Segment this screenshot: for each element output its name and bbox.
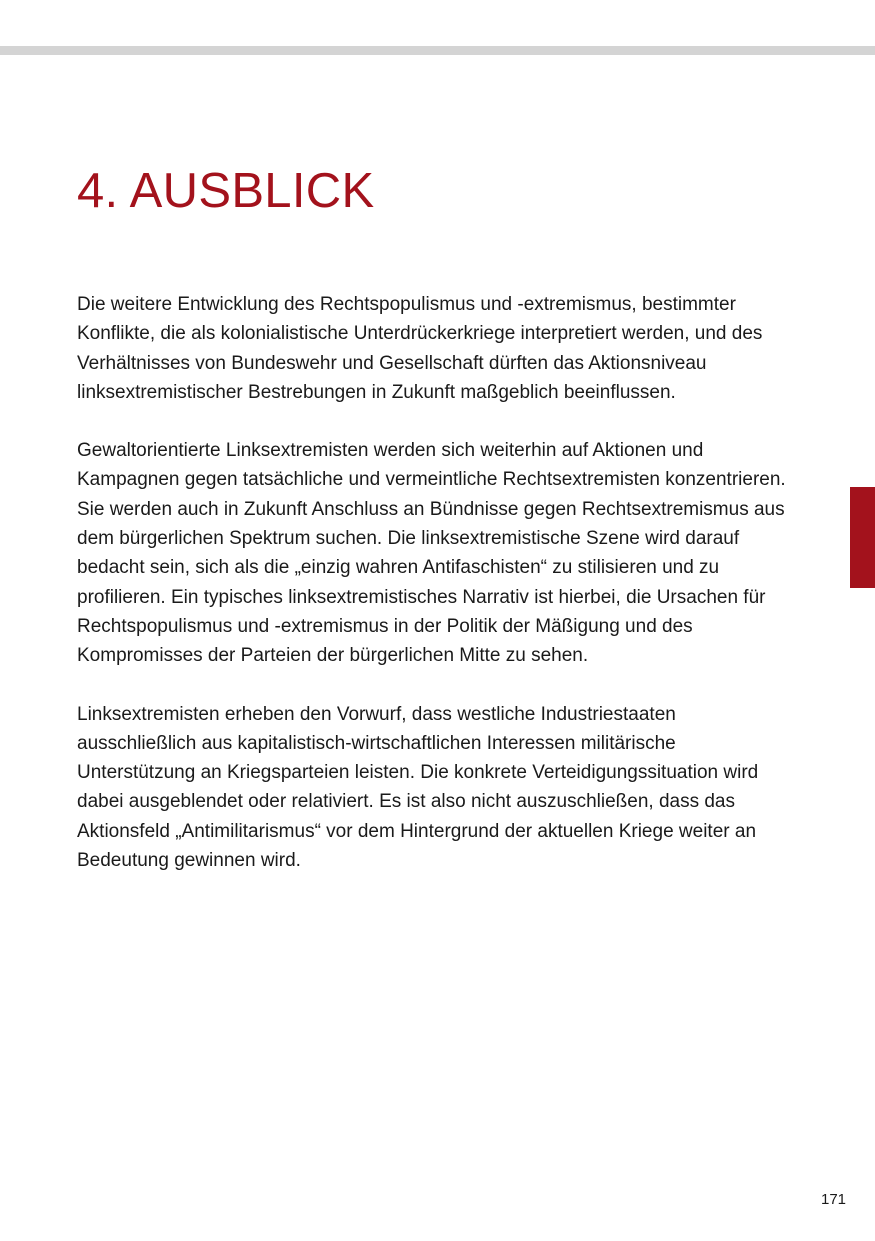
paragraph-3: Linksextremisten erheben den Vorwurf, dass westliche Industriestaaten ausschließlich aus kapitalistisch-wirtschaftlichen Interessen militärische Unterstützung an Kriegsparteien leisten. Die konkrete Verteidigungssituation wird dabei ausgeblendet oder relativiert. Es ist also nicht auszuschließen, dass das Aktionsfeld „Antimilitarismus“ vor dem Hintergrund der aktuellen Kriege weiter an Bedeutung gewinnen wird. [77, 703, 759, 872]
chapter-side-tab [850, 487, 875, 588]
chapter-title: 4. AUSBLICK [77, 164, 375, 218]
paragraph-2: Gewaltorientierte Linksextremisten werden sich weiterhin auf Aktionen und Kampagnen gegen tatsächliche und vermeintliche Rechtsextremisten konzentrieren. Sie werden auch in Zukunft Anschluss an Bündnisse gegen Rechtsextremismus aus dem bürgerlichen Spektrum suchen. Die linksextremistische Szene wird darauf bedacht sein, sich als die „einzig wahren Antifaschisten“ zu stilisieren und zu profilieren. Ein typisches linksextremistisches Narrativ ist hierbei, die Ursachen für Rechtspopulismus und -extremismus in der Politik der Mäßigung und des Kompromisses der Parteien der bürgerlichen Mitte zu sehen. [77, 440, 786, 667]
header-rule [0, 46, 875, 55]
paragraph-1: Die weitere Entwicklung des Rechtspopulismus und -extremismus, bestimmter Konflikte, die als kolonialistische Unterdrückerkriege interpretiert werden, und des Verhältnisses von Bundeswehr und Gesellschaft dürften das Aktionsniveau linksextremistischer Bestrebungen in Zukunft maßgeblich beeinflussen. [77, 294, 763, 403]
page-number: 171 [821, 1191, 847, 1208]
body-text [77, 290, 797, 904]
